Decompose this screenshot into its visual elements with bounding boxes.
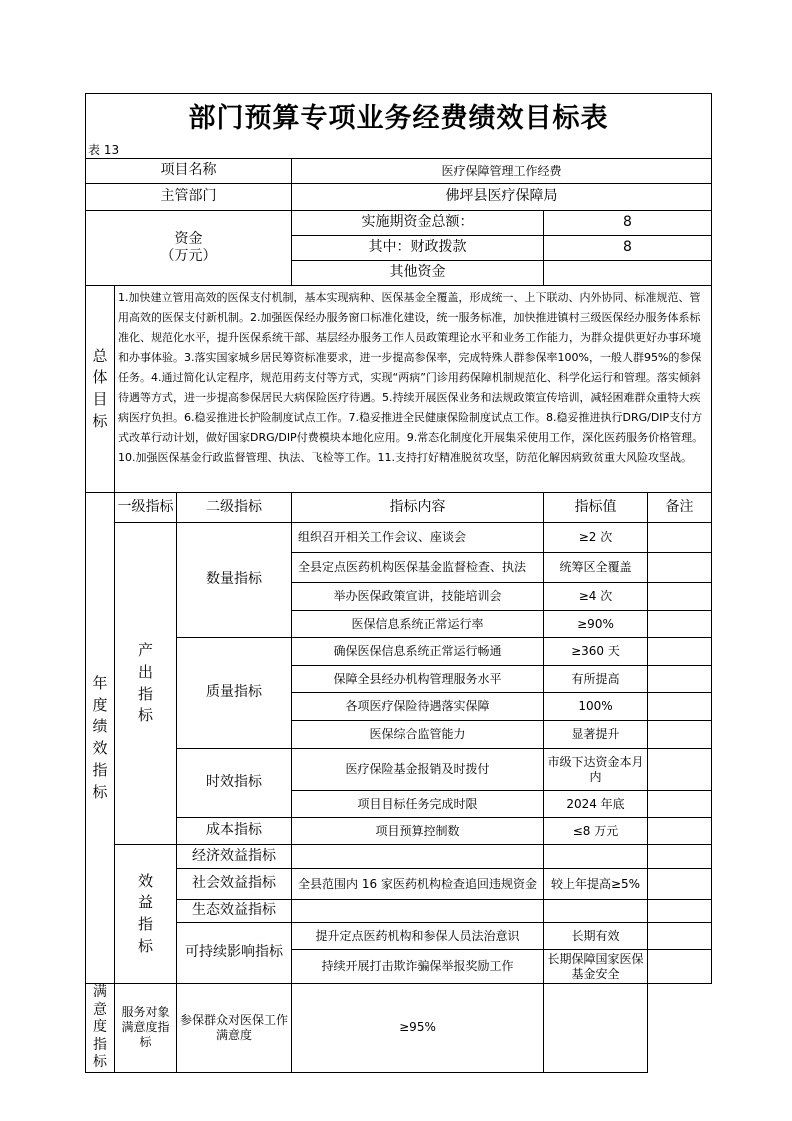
satisfaction-indicator-label: 满意度指标 bbox=[86, 984, 115, 1073]
page-title: 部门预算专项业务经费绩效目标表 bbox=[86, 94, 712, 143]
indicator-remark bbox=[648, 611, 712, 638]
indicator-content: 确保医保信息系统正常运行畅通 bbox=[292, 638, 544, 666]
indicator-value: 统筹区全覆盖 bbox=[544, 553, 648, 583]
indicator-value: 长期有效 bbox=[544, 923, 648, 950]
project-name-label: 项目名称 bbox=[86, 159, 292, 184]
header-level1: 一级指标 bbox=[115, 493, 177, 523]
indicator-value: 长期保障国家医保基金安全 bbox=[544, 950, 648, 984]
output-indicator-label: 产 出 指 标 bbox=[115, 523, 177, 845]
indicator-remark bbox=[648, 693, 712, 721]
indicator-value: ≤8 万元 bbox=[544, 818, 648, 845]
indicator-value: 显著提升 bbox=[544, 721, 648, 749]
indicator-value bbox=[544, 900, 648, 923]
indicator-content: 提升定点医药机构和参保人员法治意识 bbox=[292, 923, 544, 950]
indicator-value: ≥90% bbox=[544, 611, 648, 638]
indicator-value: 市级下达资金本月内 bbox=[544, 749, 648, 791]
quality-indicator-label: 质量指标 bbox=[177, 638, 292, 749]
indicator-content bbox=[292, 845, 544, 869]
indicator-content: 举办医保政策宣讲，技能培训会 bbox=[292, 583, 544, 611]
indicator-remark bbox=[648, 638, 712, 666]
indicator-remark bbox=[648, 845, 712, 869]
indicator-content: 项目预算控制数 bbox=[292, 818, 544, 845]
other-funds-label: 其他资金 bbox=[292, 261, 544, 286]
department-value: 佛坪县医疗保障局 bbox=[292, 184, 712, 211]
indicator-content: 医保综合监管能力 bbox=[292, 721, 544, 749]
overall-goal-text: 1.加快建立管用高效的医保支付机制，基本实现病种、医保基金全覆盖，形成统一、上下联动、内外协同、标准规范、管用高效的医保支付新机制。2.加强医保经办服务窗口标准化建设，统一服务标准，加快推进镇村三级医保经办服务体系标准化、规范化水平，提升医保系统干部、基层经办服务工作人员政策理论水平和业务工作能力，为群众提供更好办事环境和办事体验。3.落实国家城乡居民筹资标准要求，进一步提高参保率，完成特殊人群参保率100%，一般人群95%的参保任务。4.通过简化认定程序，规范用药支付等方式，实现“两病”门诊用药保障机制规范化、科学化运行和管理。落实倾斜待遇等方式，进一步提高参保居民大病保险医疗待遇。5.持续开展医保业务和法规政策宣传培训，减轻困难群众重特大疾病医疗负担。6.稳妥推进长护险制度试点工作。7.稳妥推进全民健康保险制度试点工作。8.稳妥推进执行DRG/DIP支付方式改革行动计划，做好国家DRG/DIP付费模块本地化应用。9.常态化制度化开展集采使用工作，深化医药服务价格管理。10.加强医保基金行政监督管理、执法、飞检等工作。11.支持打好精准脱贫攻坚，防范化解因病致贫重大风险攻坚战。 bbox=[115, 286, 712, 493]
indicator-content: 持续开展打击欺诈骗保举报奖励工作 bbox=[292, 950, 544, 984]
indicator-value: 2024 年底 bbox=[544, 791, 648, 818]
indicator-content: 项目目标任务完成时限 bbox=[292, 791, 544, 818]
satisfaction-level2-label: 服务对象满意度指标 bbox=[115, 984, 177, 1073]
indicator-content: 全县范围内 16 家医药机构检查追回违规资金 bbox=[292, 869, 544, 900]
indicator-remark bbox=[648, 721, 712, 749]
indicator-remark bbox=[648, 583, 712, 611]
overall-goal-label: 总 体 目 标 bbox=[86, 286, 115, 493]
indicator-content: 全县定点医药机构医保基金监督检查、执法 bbox=[292, 553, 544, 583]
indicator-remark bbox=[648, 950, 712, 984]
indicator-value: 较上年提高≥5% bbox=[544, 869, 648, 900]
sustainable-impact-label: 可持续影响指标 bbox=[177, 923, 292, 984]
table-number: 表 13 bbox=[86, 142, 712, 159]
indicator-remark bbox=[648, 666, 712, 693]
total-funds-label: 实施期资金总额： bbox=[292, 211, 544, 236]
cost-indicator-label: 成本指标 bbox=[177, 818, 292, 845]
fiscal-funds-value: 8 bbox=[544, 236, 712, 261]
funds-label-line1: 资金 bbox=[174, 230, 203, 247]
target-table bbox=[85, 93, 712, 1073]
header-value: 指标值 bbox=[544, 493, 648, 523]
fiscal-funds-label: 其中：财政拨款 bbox=[292, 236, 544, 261]
total-funds-value: 8 bbox=[544, 211, 712, 236]
indicator-content: 各项医疗保险待遇落实保障 bbox=[292, 693, 544, 721]
indicator-remark bbox=[648, 900, 712, 923]
indicator-content: 医疗保险基金报销及时拨付 bbox=[292, 749, 544, 791]
indicator-remark bbox=[648, 923, 712, 950]
economic-benefit-label: 经济效益指标 bbox=[177, 845, 292, 869]
other-funds-value bbox=[544, 261, 712, 286]
header-content: 指标内容 bbox=[292, 493, 544, 523]
department-label: 主管部门 bbox=[86, 184, 292, 211]
annual-indicator-label: 年 度 绩 效 指 标 bbox=[86, 493, 115, 984]
indicator-value: ≥4 次 bbox=[544, 583, 648, 611]
ecological-benefit-label: 生态效益指标 bbox=[177, 900, 292, 923]
indicator-value bbox=[544, 845, 648, 869]
indicator-content: 组织召开相关工作会议、座谈会 bbox=[292, 523, 544, 553]
indicator-value: 有所提高 bbox=[544, 666, 648, 693]
indicator-content: 保障全县经办机构管理服务水平 bbox=[292, 666, 544, 693]
indicator-content bbox=[292, 900, 544, 923]
funds-label bbox=[86, 211, 292, 286]
performance-target-table bbox=[85, 93, 711, 1073]
indicator-content: 参保群众对医保工作满意度 bbox=[177, 984, 292, 1073]
funds-label-line2: （万元） bbox=[160, 248, 217, 264]
indicator-remark bbox=[648, 749, 712, 791]
indicator-remark bbox=[648, 553, 712, 583]
indicator-remark bbox=[648, 523, 712, 553]
indicator-value: ≥95% bbox=[292, 984, 544, 1073]
social-benefit-label: 社会效益指标 bbox=[177, 869, 292, 900]
indicator-remark bbox=[544, 984, 648, 1073]
indicator-remark bbox=[648, 818, 712, 845]
header-level2: 二级指标 bbox=[177, 493, 292, 523]
indicator-remark bbox=[648, 791, 712, 818]
indicator-remark bbox=[648, 869, 712, 900]
indicator-value: 100% bbox=[544, 693, 648, 721]
benefit-indicator-label: 效 益 指 标 bbox=[115, 845, 177, 984]
indicator-value: ≥360 天 bbox=[544, 638, 648, 666]
project-name-value: 医疗保障管理工作经费 bbox=[292, 159, 712, 184]
indicator-content: 医保信息系统正常运行率 bbox=[292, 611, 544, 638]
timeliness-indicator-label: 时效指标 bbox=[177, 749, 292, 818]
indicator-value: ≥2 次 bbox=[544, 523, 648, 553]
header-remark: 备注 bbox=[648, 493, 712, 523]
quantity-indicator-label: 数量指标 bbox=[177, 523, 292, 638]
